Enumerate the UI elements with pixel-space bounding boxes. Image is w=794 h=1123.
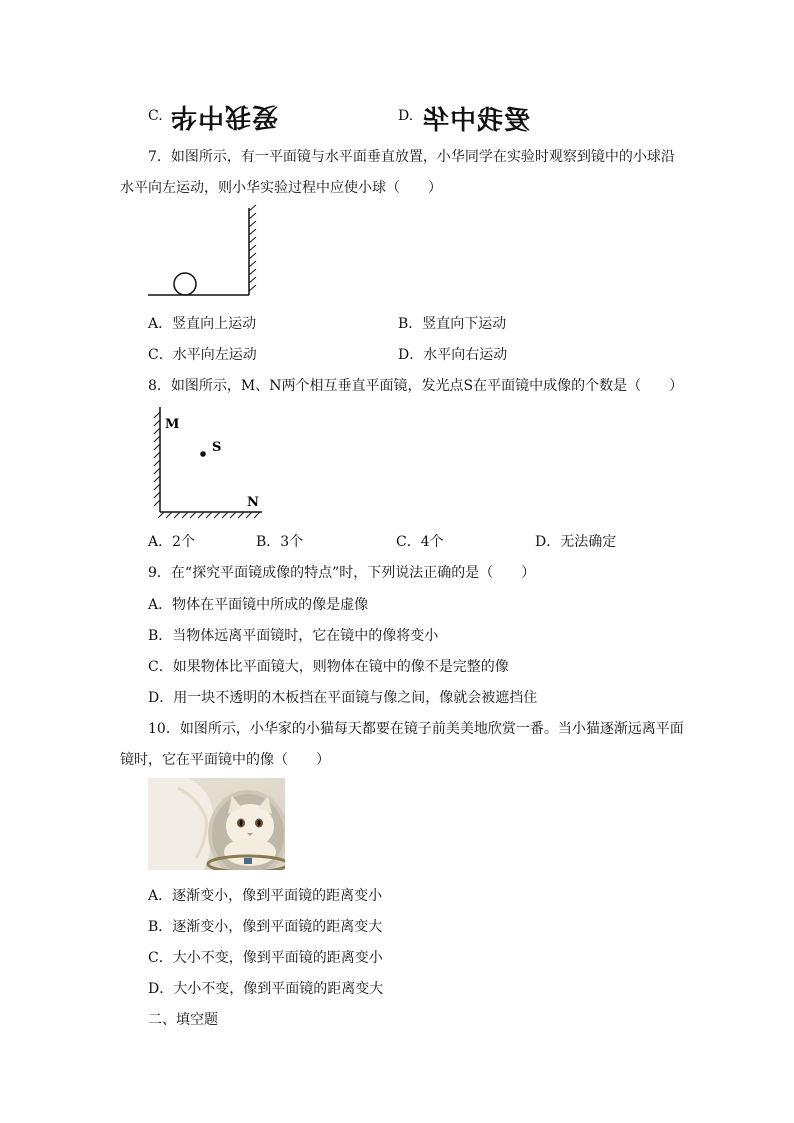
q8-label-s: S: [212, 440, 222, 455]
q10-option-c: C．大小不变，像到平面镜的距离变小: [148, 950, 383, 966]
q7-stem-line1: 7．如图所示，有一平面镜与水平面垂直放置，小华同学在实验时观察到镜中的小球沿: [148, 149, 675, 165]
q6-option-d-mirrored-text: 爱我中华: [422, 106, 531, 136]
q8-option-b: B．3个: [256, 534, 304, 550]
q9-option-a: A．物体在平面镜中所成的像是虚像: [148, 597, 369, 613]
q9-option-d: D．用一块不透明的木板挡在平面镜与像之间，像就会被遮挡住: [148, 690, 538, 706]
section-heading-fill-blank: 二、填空题: [148, 1012, 218, 1028]
q7-option-d: D．水平向右运动: [398, 347, 508, 363]
q7-option-b: B．竖直向下运动: [398, 316, 507, 332]
q7-stem-line2: 水平向左运动，则小华实验过程中应使小球（ ）: [120, 180, 442, 196]
q8-option-d: D．无法确定: [535, 534, 617, 550]
q8-stem: 8．如图所示，M、N两个相互垂直平面镜，发光点S在平面镜中成像的个数是（ ）: [148, 378, 684, 394]
q7-option-a: A．竖直向上运动: [148, 316, 257, 332]
q8-point-s: [200, 451, 206, 457]
q6-option-d-label: D.: [398, 108, 414, 124]
q8-option-a: A．2个: [148, 534, 196, 550]
q8-label-n: N: [247, 495, 259, 510]
q8-mirror-n-hatching: [158, 512, 260, 518]
q6-option-c-label: C.: [148, 108, 163, 124]
q10-cat-mirror-photo: [148, 778, 285, 870]
q7-mirror-hatching: [249, 205, 256, 291]
q10-stem-line2: 镜时，它在平面镜中的像（ ）: [120, 752, 330, 768]
q7-figure-mirror-ball: [145, 205, 265, 300]
q8-figure-perpendicular-mirrors: [150, 404, 270, 519]
q6-option-c-mirrored-text: 爱我中华: [170, 101, 279, 131]
q10-option-b: B．逐渐变小，像到平面镜的距离变大: [148, 919, 383, 935]
q10-option-d: D．大小不变，像到平面镜的距离变大: [148, 981, 384, 997]
q7-ball: [174, 273, 196, 295]
q8-label-m: M: [165, 417, 180, 432]
q9-option-c: C．如果物体比平面镜大，则物体在镜中的像不是完整的像: [148, 659, 509, 675]
q7-option-c: C．水平向左运动: [148, 347, 257, 363]
q8-option-c: C．4个: [396, 534, 444, 550]
q9-stem: 9．在“探究平面镜成像的特点”时，下列说法正确的是（ ）: [148, 565, 536, 581]
q9-option-b: B．当物体远离平面镜时，它在镜中的像将变小: [148, 628, 439, 644]
q8-mirror-m-hatching: [154, 412, 160, 506]
q10-option-a: A．逐渐变小，像到平面镜的距离变小: [148, 888, 383, 904]
q10-stem-line1: 10．如图所示，小华家的小猫每天都要在镜子前美美地欣赏一番。当小猫逐渐远离平面: [148, 721, 684, 737]
